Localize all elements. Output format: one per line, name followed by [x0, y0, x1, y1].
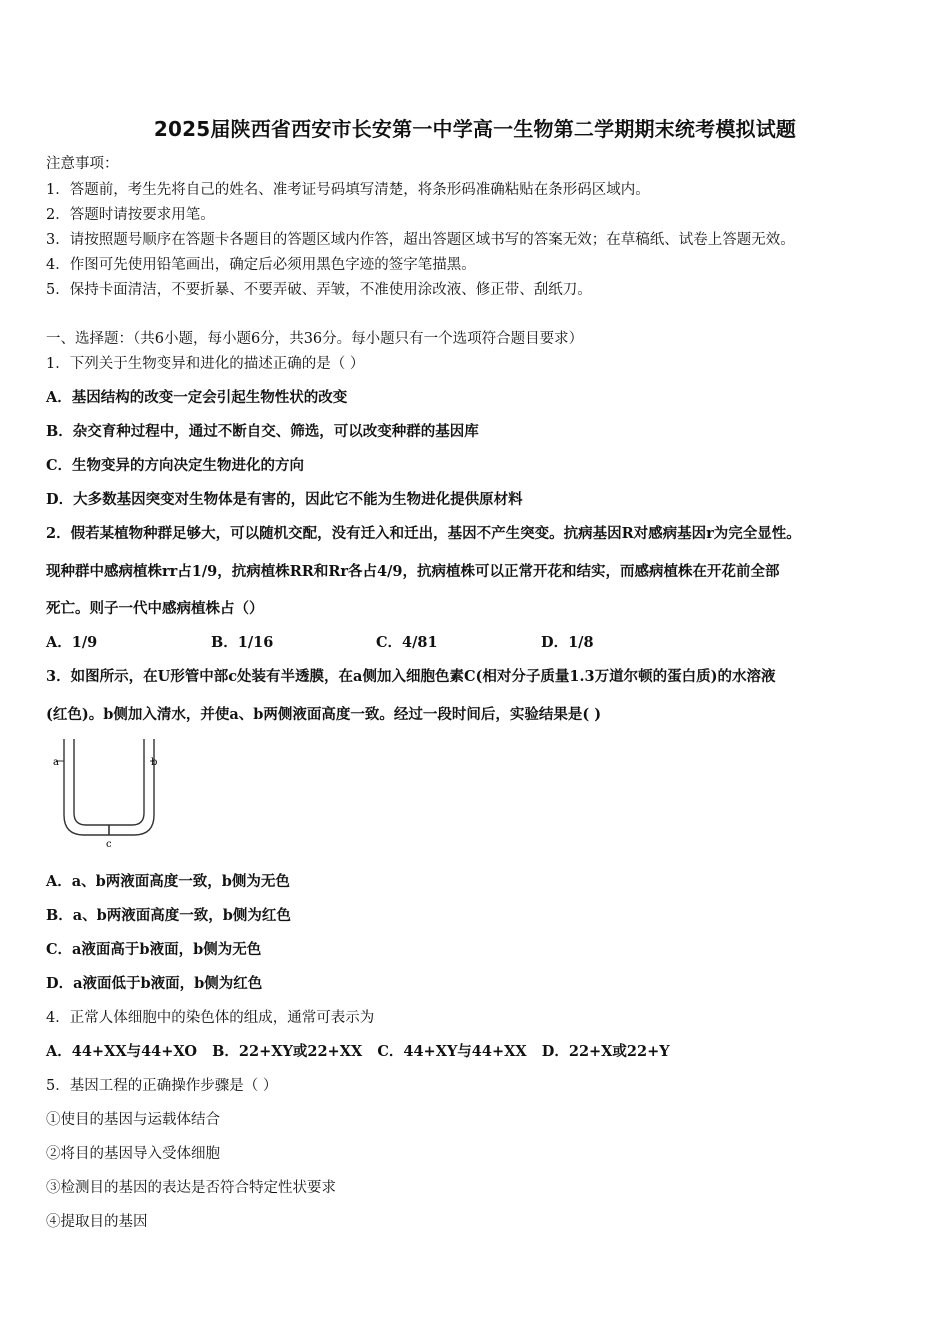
question-2-stem-line: 现种群中感病植株rr占1/9，抗病植株RR和Rr各占4/9，抗病植株可以正常开花和结实，而感病植株在开花前全部 [46, 563, 780, 580]
notice-item: 3．请按照题号顺序在答题卡各题目的答题区域内作答，超出答题区域书写的答案无效；在草稿纸、试卷上答题无效。 [46, 232, 795, 248]
notice-item: 2．答题时请按要求用笔。 [46, 207, 215, 223]
question-5-step: ③检测目的基因的表达是否符合特定性状要求 [46, 1180, 336, 1196]
page-title: 2025届陕西省西安市长安第一中学高一生物第二学期期末统考模拟试题 [153, 117, 797, 141]
question-4-stem: 4．正常人体细胞中的染色体的组成，通常可表示为 [46, 1010, 375, 1026]
question-3-stem-line: 3．如图所示，在U形管中部c处装有半透膜，在a侧加入细胞色素C(相对分子质量1.3万道尔顿的蛋白质)的水溶液 [46, 668, 776, 685]
figure-label-c: c [106, 839, 112, 850]
question-1-stem: 1．下列关于生物变异和进化的描述正确的是（ ） [46, 356, 365, 372]
notice-item: 4．作图可先使用铅笔画出，确定后必须用黑色字迹的签字笔描黑。 [46, 257, 476, 273]
question-5-step: ②将目的基因导入受体细胞 [46, 1146, 220, 1162]
question-3-option-c: C．a液面高于b液面，b侧为无色 [46, 941, 262, 958]
question-2-option-c: C．4/81 [376, 634, 438, 651]
question-1-option-d: D．大多数基因突变对生物体是有害的，因此它不能为生物进化提供原材料 [46, 491, 523, 508]
u-tube-inner-wall [74, 739, 144, 825]
question-2-stem-line: 2．假若某植物种群足够大，可以随机交配，没有迁入和迁出，基因不产生突变。抗病基因R对感病基因r为完全显性。 [46, 525, 801, 542]
question-2-option-a: A．1/9 [46, 634, 98, 651]
figure-label-b: b [151, 757, 158, 768]
question-5-step: ①使目的基因与运载体结合 [46, 1112, 220, 1128]
notice-item: 1．答题前，考生先将自己的姓名、准考证号码填写清楚，将条形码准确粘贴在条形码区域内。 [46, 182, 650, 198]
figure-label-a: a [53, 757, 59, 768]
u-tube-figure [50, 735, 170, 855]
notice-item: 5．保持卡面清洁，不要折暴、不要弄破、弄皱，不准使用涂改液、修正带、刮纸刀。 [46, 282, 592, 298]
question-3-option-d: D．a液面低于b液面，b侧为红色 [46, 975, 263, 992]
question-4-options: A．44+XX与44+XO B．22+XY或22+XX C．44+XY与44+XX D．22+X或22+Y [46, 1043, 670, 1060]
u-tube-outer-wall [64, 739, 154, 835]
question-3-stem-line: (红色)。b侧加入清水，并使a、b两侧液面高度一致。经过一段时间后，实验结果是( ) [46, 706, 602, 723]
notice-heading: 注意事项： [46, 156, 119, 172]
question-2-stem-line: 死亡。则子一代中感病植株占（） [46, 600, 264, 617]
question-5-step: ④提取目的基因 [46, 1214, 148, 1230]
section-heading: 一、选择题：（共6小题，每小题6分，共36分。每小题只有一个选项符合题目要求） [46, 331, 584, 347]
question-1-option-b: B．杂交育种过程中，通过不断自交、筛选，可以改变种群的基因库 [46, 423, 479, 440]
question-1-option-c: C．生物变异的方向决定生物进化的方向 [46, 457, 305, 474]
question-2-option-b: B．1/16 [211, 634, 274, 651]
question-3-option-b: B．a、b两液面高度一致，b侧为红色 [46, 907, 291, 924]
question-5-stem: 5．基因工程的正确操作步骤是（ ） [46, 1078, 278, 1094]
question-2-option-d: D．1/8 [541, 634, 594, 651]
question-3-option-a: A．a、b两液面高度一致，b侧为无色 [46, 873, 290, 890]
question-1-option-a: A．基因结构的改变一定会引起生物性状的改变 [46, 389, 348, 406]
